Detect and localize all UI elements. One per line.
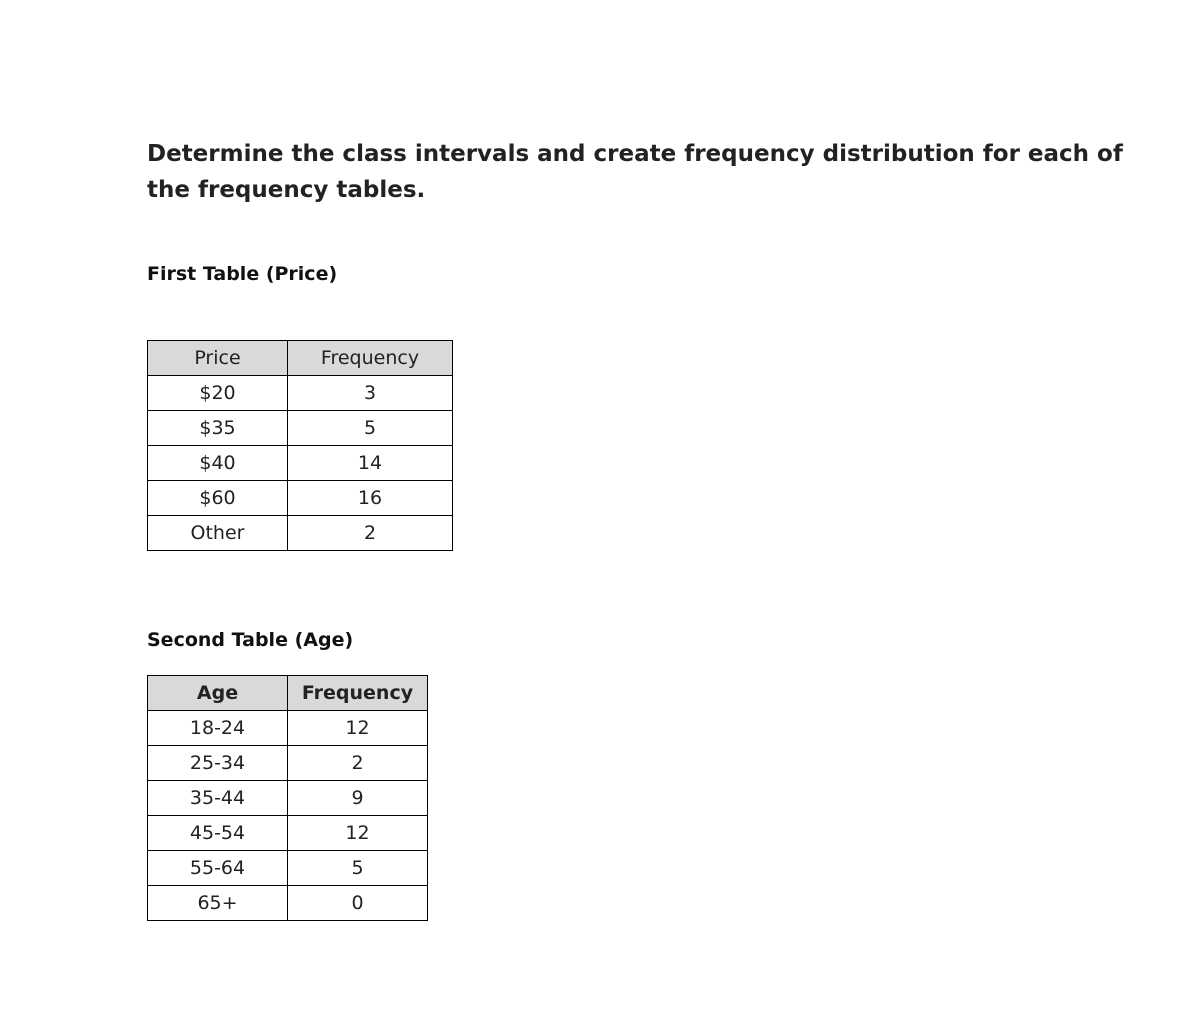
price-cell: $60 — [148, 481, 288, 516]
table-row — [148, 481, 453, 516]
age-table-title: Second Table (Age) — [147, 629, 354, 651]
age-cell: 25-34 — [148, 746, 288, 781]
frequency-cell: 3 — [288, 376, 453, 411]
frequency-cell: 12 — [288, 816, 428, 851]
frequency-cell: 14 — [288, 446, 453, 481]
table-row — [148, 516, 453, 551]
price-cell: $35 — [148, 411, 288, 446]
age-cell: 35-44 — [148, 781, 288, 816]
price-cell: $40 — [148, 446, 288, 481]
frequency-cell: 5 — [288, 411, 453, 446]
price-table-title: First Table (Price) — [147, 263, 338, 285]
table-header-row — [148, 676, 428, 711]
table-row — [148, 411, 453, 446]
price-cell: $20 — [148, 376, 288, 411]
price-cell: Other — [148, 516, 288, 551]
age-frequency-table — [147, 675, 428, 921]
table-row — [148, 711, 428, 746]
table-row — [148, 376, 453, 411]
frequency-cell: 2 — [288, 746, 428, 781]
table-row — [148, 746, 428, 781]
column-header-frequency: Frequency — [288, 341, 453, 376]
frequency-cell: 12 — [288, 711, 428, 746]
table-row — [148, 781, 428, 816]
age-cell: 55-64 — [148, 851, 288, 886]
instruction-text: Determine the class intervals and create frequency distribution for each of the frequency tables. — [147, 141, 1123, 203]
table-row — [148, 446, 453, 481]
age-cell: 65+ — [148, 886, 288, 921]
table-row — [148, 851, 428, 886]
table-row — [148, 816, 428, 851]
column-header-price: Price — [148, 341, 288, 376]
frequency-cell: 2 — [288, 516, 453, 551]
column-header-age: Age — [148, 676, 288, 711]
frequency-cell: 16 — [288, 481, 453, 516]
frequency-cell: 9 — [288, 781, 428, 816]
table-header-row — [148, 341, 453, 376]
table-row — [148, 886, 428, 921]
frequency-cell: 0 — [288, 886, 428, 921]
column-header-frequency: Frequency — [288, 676, 428, 711]
age-cell: 45-54 — [148, 816, 288, 851]
frequency-cell: 5 — [288, 851, 428, 886]
age-cell: 18-24 — [148, 711, 288, 746]
price-frequency-table — [147, 340, 453, 551]
